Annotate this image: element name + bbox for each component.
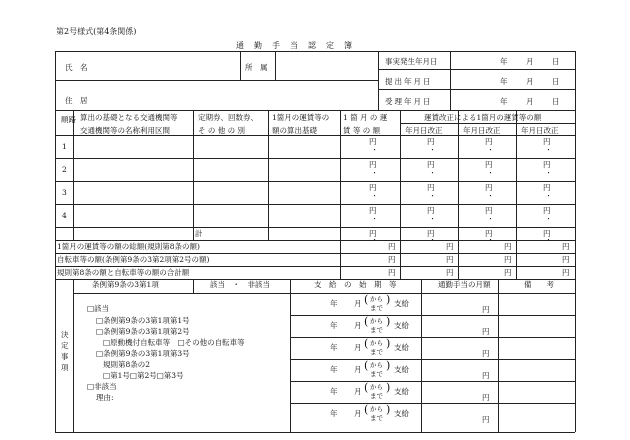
dot-mark: ・ xyxy=(545,236,552,244)
h-rule xyxy=(55,266,575,267)
dot-mark: ・ xyxy=(545,192,552,200)
yen-unit: 円 xyxy=(562,255,570,264)
h-rule xyxy=(55,253,575,254)
yen-unit: 円 xyxy=(369,206,377,215)
v-rule xyxy=(55,51,56,432)
bracket-open: ( xyxy=(364,315,369,328)
period-pay: 支給 xyxy=(394,387,409,396)
side-char: 定 xyxy=(61,341,69,350)
summary-label: 自転車等の額(条例第9条の3第2項第2号の額) xyxy=(57,255,210,264)
acceptance-date-label: 受理年月日 xyxy=(385,97,433,106)
occurrence-date-label: 事実発生年月日 xyxy=(385,57,438,66)
allowance-yen: 円 xyxy=(482,371,490,380)
col-ticket-line1: 定期券、回数券、 xyxy=(198,113,258,122)
period-year: 年 xyxy=(330,409,338,418)
month-label: 月 xyxy=(526,57,534,66)
yen-unit: 円 xyxy=(388,242,396,251)
v-rule xyxy=(516,110,517,240)
yen-unit: 円 xyxy=(446,268,454,277)
v-rule xyxy=(450,51,451,110)
decision-item: □条例第9条の3第1項第2号 xyxy=(96,327,190,336)
route-number: 4 xyxy=(62,211,67,220)
yen-unit: 円 xyxy=(427,183,435,192)
dot-mark: ・ xyxy=(545,215,552,223)
decision-item: □条例第9条の3第1項第3号 xyxy=(96,349,190,358)
h-rule xyxy=(378,69,575,70)
yen-unit: 円 xyxy=(543,206,551,215)
period-month: 月 xyxy=(354,365,362,374)
col-payment-period-label: 支 給 の 始 期 等 xyxy=(314,280,397,289)
allowance-yen: 円 xyxy=(482,305,490,314)
side-char: 決 xyxy=(61,330,69,339)
decision-item: □条例第9条の3第1項第1号 xyxy=(96,316,190,325)
yen-unit: 円 xyxy=(427,206,435,215)
yen-unit: 円 xyxy=(427,229,435,238)
decision-item: 理由: xyxy=(96,393,114,402)
dot-mark: ・ xyxy=(371,236,378,244)
day-label: 日 xyxy=(552,57,560,66)
dot-mark: ・ xyxy=(487,146,494,154)
yen-unit: 円 xyxy=(485,229,493,238)
period-year: 年 xyxy=(330,365,338,374)
bracket-open: ( xyxy=(364,337,369,350)
form-label: 第2号様式(第4条関係) xyxy=(56,27,137,36)
yen-unit: 円 xyxy=(543,229,551,238)
period-month: 月 xyxy=(354,321,362,330)
v-rule xyxy=(275,51,276,80)
h-rule xyxy=(55,240,575,241)
bracket-open: ( xyxy=(364,403,369,416)
bracket-open: ( xyxy=(364,359,369,372)
period-year: 年 xyxy=(330,387,338,396)
h-rule xyxy=(290,381,575,382)
period-from: から xyxy=(370,295,383,303)
bracket-open: ( xyxy=(364,381,369,394)
day-label: 日 xyxy=(552,77,560,86)
yen-unit: 円 xyxy=(369,229,377,238)
col-basis-line2: 交通機関等の名称利用区間 xyxy=(80,126,170,135)
period-from: から xyxy=(370,317,383,325)
yen-unit: 円 xyxy=(543,160,551,169)
col-monthly-basis-line1: 1箇月の運賃等の xyxy=(272,113,330,122)
col-provision-label: 条例第9条の3第1項 xyxy=(92,280,159,289)
col-route-label: 順路 xyxy=(61,115,76,124)
v-rule xyxy=(458,240,459,279)
yen-unit: 円 xyxy=(504,242,512,251)
address-label: 住 居 xyxy=(65,96,88,105)
dot-mark: ・ xyxy=(487,192,494,200)
year-label: 年 xyxy=(500,77,508,86)
page-title: 通 勤 手 当 認 定 簿 xyxy=(236,41,353,50)
period-to: まで xyxy=(370,326,383,334)
name-label: 氏 名 xyxy=(65,63,88,72)
bracket-close: ) xyxy=(386,315,391,328)
yen-unit: 円 xyxy=(427,137,435,146)
v-rule xyxy=(516,240,517,279)
col-revision-2: 年月日改正 xyxy=(463,126,501,135)
route-number: 3 xyxy=(62,188,67,197)
v-rule xyxy=(73,279,74,432)
v-rule xyxy=(458,110,459,240)
yen-unit: 円 xyxy=(388,268,396,277)
month-label: 月 xyxy=(526,97,534,106)
dot-mark: ・ xyxy=(429,236,436,244)
h-rule xyxy=(55,227,575,228)
bracket-open: ( xyxy=(364,293,369,306)
yen-unit: 円 xyxy=(562,242,570,251)
period-month: 月 xyxy=(354,299,362,308)
submission-date-label: 提出年月日 xyxy=(385,77,433,86)
affiliation-label: 所 属 xyxy=(245,63,268,72)
period-month: 月 xyxy=(354,343,362,352)
day-label: 日 xyxy=(552,97,560,106)
h-rule xyxy=(73,293,575,294)
dot-mark: ・ xyxy=(371,215,378,223)
yen-unit: 円 xyxy=(485,183,493,192)
dot-mark: ・ xyxy=(371,169,378,177)
yen-unit: 円 xyxy=(543,183,551,192)
period-pay: 支給 xyxy=(394,299,409,308)
bracket-close: ) xyxy=(386,381,391,394)
decision-item: 規則第8条の2 xyxy=(103,360,151,369)
yen-unit: 円 xyxy=(369,137,377,146)
dot-mark: ・ xyxy=(371,192,378,200)
yen-unit: 円 xyxy=(504,255,512,264)
route-number: 2 xyxy=(62,165,67,174)
period-pay: 支給 xyxy=(394,321,409,330)
side-char: 事 xyxy=(61,352,69,361)
yen-unit: 円 xyxy=(485,160,493,169)
allowance-yen: 円 xyxy=(482,349,490,358)
summary-label: 規則第8条の額と自転車等の額の合計額 xyxy=(57,268,190,277)
v-rule xyxy=(240,51,241,80)
allowance-yen: 円 xyxy=(482,415,490,424)
period-year: 年 xyxy=(330,343,338,352)
bracket-close: ) xyxy=(386,293,391,306)
yen-unit: 円 xyxy=(485,206,493,215)
month-label: 月 xyxy=(526,77,534,86)
allowance-yen: 円 xyxy=(482,327,490,336)
bracket-close: ) xyxy=(386,359,391,372)
period-pay: 支給 xyxy=(394,365,409,374)
bracket-close: ) xyxy=(386,337,391,350)
h-rule xyxy=(400,123,575,124)
h-rule xyxy=(55,204,575,205)
col-monthly-amount-line1: 1 箇 月 の 運 xyxy=(343,113,388,122)
v-rule xyxy=(498,279,499,432)
period-month: 月 xyxy=(354,409,362,418)
decision-item: □該当 xyxy=(87,304,110,313)
period-pay: 支給 xyxy=(394,343,409,352)
decision-item: □非該当 xyxy=(87,382,117,391)
dot-mark: ・ xyxy=(487,169,494,177)
bracket-close: ) xyxy=(386,403,391,416)
h-rule xyxy=(55,135,575,136)
yen-unit: 円 xyxy=(446,255,454,264)
col-basis-line1: 算出の基礎となる交通機関等 xyxy=(80,113,178,122)
period-pay: 支給 xyxy=(394,409,409,418)
route-number: 1 xyxy=(62,142,67,151)
h-rule xyxy=(55,181,575,182)
v-rule xyxy=(290,279,291,432)
col-monthly-basis-line2: 額の算出基礎 xyxy=(272,126,317,135)
h-rule xyxy=(290,315,575,316)
period-to: まで xyxy=(370,414,383,422)
period-from: から xyxy=(370,383,383,391)
v-rule xyxy=(400,110,401,240)
h-rule xyxy=(55,80,378,81)
yen-unit: 円 xyxy=(543,137,551,146)
h-rule xyxy=(55,51,575,52)
v-rule xyxy=(340,110,341,240)
dot-mark: ・ xyxy=(487,215,494,223)
period-to: まで xyxy=(370,348,383,356)
period-year: 年 xyxy=(330,321,338,330)
h-rule xyxy=(290,337,575,338)
yen-unit: 円 xyxy=(504,268,512,277)
year-label: 年 xyxy=(500,97,508,106)
dot-mark: ・ xyxy=(487,236,494,244)
v-rule xyxy=(193,279,194,293)
v-rule xyxy=(575,51,576,432)
dot-mark: ・ xyxy=(429,169,436,177)
yen-unit: 円 xyxy=(446,242,454,251)
h-rule xyxy=(55,158,575,159)
yen-unit: 円 xyxy=(388,255,396,264)
total-label: 計 xyxy=(195,229,203,238)
col-ticket-line2: そ の 他 の 別 xyxy=(198,126,246,135)
h-rule xyxy=(55,432,575,433)
v-rule xyxy=(378,51,379,110)
dot-mark: ・ xyxy=(429,215,436,223)
decision-item: □第1号□第2号□第3号 xyxy=(103,371,184,380)
col-applicable-label: 該当 ・ 非該当 xyxy=(210,280,270,289)
col-revision-header: 運賃改正による1箇月の運賃等の額 xyxy=(424,113,542,122)
v-rule xyxy=(193,110,194,240)
yen-unit: 円 xyxy=(485,137,493,146)
dot-mark: ・ xyxy=(429,192,436,200)
side-char: 項 xyxy=(61,363,69,372)
period-from: から xyxy=(370,339,383,347)
v-rule xyxy=(340,240,341,279)
h-rule xyxy=(55,110,575,111)
yen-unit: 円 xyxy=(427,160,435,169)
col-revision-3: 年月日改正 xyxy=(521,126,559,135)
v-rule xyxy=(268,110,269,240)
yen-unit: 円 xyxy=(369,183,377,192)
v-rule xyxy=(73,110,74,240)
dot-mark: ・ xyxy=(545,146,552,154)
v-rule xyxy=(400,240,401,279)
col-monthly-amount-line2: 賃 等 の 額 xyxy=(343,126,381,135)
period-from: から xyxy=(370,361,383,369)
h-rule xyxy=(290,403,575,404)
dot-mark: ・ xyxy=(429,146,436,154)
col-revision-1: 年月日改正 xyxy=(405,126,443,135)
v-rule xyxy=(421,279,422,432)
period-to: まで xyxy=(370,304,383,312)
col-monthly-allowance-label: 通勤手当の月額 xyxy=(438,280,491,289)
dot-mark: ・ xyxy=(371,146,378,154)
summary-label: 1箇月の運賃等の額の総額(規則第8条の額) xyxy=(57,242,200,251)
decision-item: □原動機付自転車等 □その他の自転車等 xyxy=(103,338,245,347)
h-rule xyxy=(378,89,575,90)
h-rule xyxy=(290,359,575,360)
allowance-yen: 円 xyxy=(482,393,490,402)
col-remarks-label: 備 考 xyxy=(524,280,554,289)
period-year: 年 xyxy=(330,299,338,308)
period-to: まで xyxy=(370,370,383,378)
period-to: まで xyxy=(370,392,383,400)
yen-unit: 円 xyxy=(369,160,377,169)
yen-unit: 円 xyxy=(562,268,570,277)
period-month: 月 xyxy=(354,387,362,396)
dot-mark: ・ xyxy=(545,169,552,177)
year-label: 年 xyxy=(500,57,508,66)
period-from: から xyxy=(370,405,383,413)
